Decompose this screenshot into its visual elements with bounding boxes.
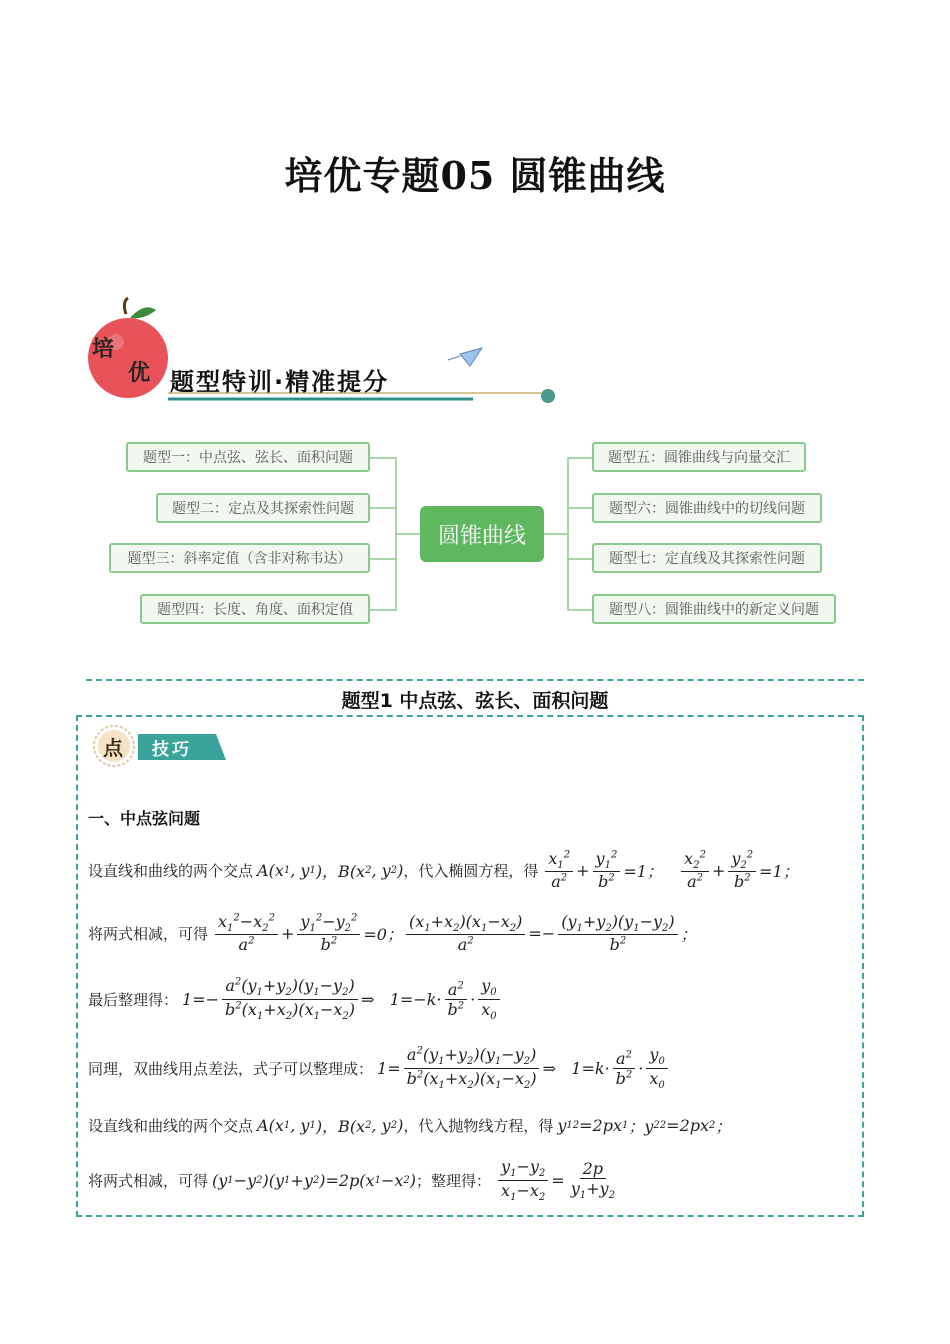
mindmap-node-type5: 题型五：圆锥曲线与向量交汇	[592, 442, 806, 472]
formula-line-5	[88, 1110, 731, 1140]
points-ab-ellipse: A(x 1 , y 1 )，B(x 2 , y 2 )	[257, 860, 404, 881]
parabola-equations: y 1 2 =2px 1 ；y 2 2 =2px 2 ；	[557, 1115, 732, 1136]
subheading-midpoint-chord: 一、中点弦问题	[88, 809, 201, 828]
formula-line-2	[88, 910, 697, 956]
formula-line-6	[88, 1156, 621, 1204]
section-divider	[86, 679, 864, 681]
page-title: 培优专题05 圆锥曲线	[284, 153, 666, 198]
tips-box	[76, 715, 864, 1217]
line5-text: 设直线和曲线的两个交点	[88, 1116, 254, 1135]
formula-line-3	[88, 974, 503, 1024]
mindmap-node-type2: 题型二：定点及其探索性问题	[156, 493, 370, 523]
parabola-difference: (y 1 −y 2 )(y 1 +y 2 )=2p(x 1 −x 2 )	[212, 1170, 417, 1190]
banner-text: 题型特训·精准提分	[170, 368, 390, 396]
hyperbola-result: 1= $\frac{a^2(y_1+y_2)(y_1-y_2)}{b^2(x_1+x_2)(x_1-x_2)}$ ⇒ 1=k· $\frac{a^2}{b^2}$ · $\frac{y_0}{x_0}$	[377, 1045, 671, 1090]
mindmap-node-type6: 题型六：圆锥曲线中的切线问题	[592, 493, 822, 523]
badge-bottom-char: 优	[128, 361, 151, 386]
line6-text: 将两式相减，可得	[88, 1171, 209, 1190]
section-title: 题型1 中点弦、弦长、面积问题	[341, 690, 609, 712]
mindmap-node-type4: 题型四：长度、角度、面积定值	[140, 594, 370, 624]
line5-text2: ，代入抛物线方程，得	[403, 1116, 554, 1135]
mindmap-center-node: 圆锥曲线	[420, 506, 544, 562]
ellipse-equations: $\frac{x_1^2}{a^2}$ + $\frac{y_1^2}{b^2}$ =1； $\frac{x_2^2}{a^2}$ + $\frac{y_2^2}{b^2}$ =1；	[542, 849, 798, 891]
parabola-result: $\frac{y_1-y_2}{x_1-x_2}$ = $\frac{2p}{y_1+y_2}$	[495, 1157, 621, 1202]
formula-line-4	[88, 1042, 671, 1094]
line4-text: 同理，双曲线用点差法，式子可以整理成：	[88, 1059, 374, 1078]
line1-text: 设直线和曲线的两个交点	[88, 861, 254, 880]
badge-top-char: 培	[92, 337, 115, 362]
mindmap-node-type3: 题型三：斜率定值（含非对称韦达）	[109, 543, 370, 573]
line6-text2: ；整理得：	[416, 1171, 492, 1190]
mindmap-node-type8: 题型八：圆锥曲线中的新定义问题	[592, 594, 836, 624]
mindmap-node-type7: 题型七：定直线及其探索性问题	[592, 543, 822, 573]
formula-line-1	[88, 848, 799, 892]
ellipse-difference: $\frac{x_1^2-x_2^2}{a^2}$ + $\frac{y_1^2-y_2^2}{b^2}$ =0； $\frac{(x_1+x_2)(x_1-x_2)}{a^2}$ =− $\frac{(y_1+y_2)(y_1-y_2)}{b^2}$ ；	[212, 912, 697, 954]
line1-text2: ，代入椭圆方程，得	[403, 861, 539, 880]
ellipse-result: 1=− $\frac{a^2(y_1+y_2)(y_1-y_2)}{b^2(x_1+x_2)(x_1-x_2)}$ ⇒ 1=−k· $\frac{a^2}{b^2}$ · $\frac{y_0}{x_0}$	[182, 976, 503, 1021]
line3-text: 最后整理得：	[88, 990, 179, 1009]
line2-text: 将两式相减，可得	[88, 924, 209, 943]
tip-badge-char: 点	[103, 736, 123, 760]
mindmap-node-type1: 题型一：中点弦、弦长、面积问题	[126, 442, 370, 472]
tip-label: 技巧	[152, 740, 192, 760]
points-ab-parabola: A(x 1 , y 1 )，B(x 2 , y 2 )	[257, 1115, 404, 1136]
